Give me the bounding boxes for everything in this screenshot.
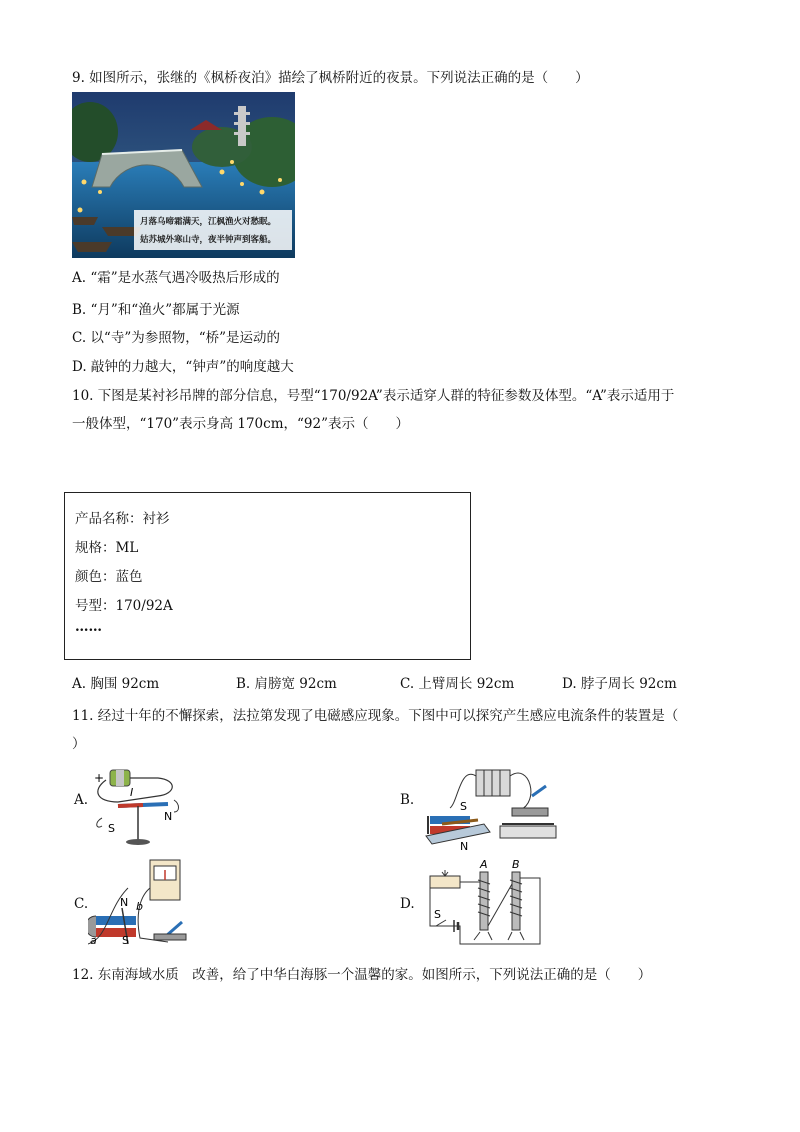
q10-stem-line2: 一般体型，“170”表示身高 170cm，“92”表示（ ） [72,416,409,432]
poem-line-1: 月落乌啼霜满天，江枫渔火对愁眠。 [140,217,277,227]
figure-c-label[interactable]: C. [74,896,89,912]
svg-text:N: N [120,896,129,909]
svg-text:+: + [94,771,105,785]
figure-b-label[interactable]: B. [400,792,415,808]
tag-color: 颜色：蓝色 [75,569,143,585]
svg-text:S: S [108,822,115,835]
svg-text:I: I [130,786,134,799]
fengqiao-night-illustration [72,92,295,258]
svg-text:a: a [90,934,97,947]
svg-text:S: S [434,908,441,921]
q10-option-c[interactable]: C. 上臂周长 92cm [400,676,515,692]
q9-option-d[interactable]: D. 敲钟的力越大，“钟声”的响度越大 [72,359,294,375]
rheostat-icon [500,826,556,838]
battery-box-icon [476,770,510,796]
q10-option-a[interactable]: A. 胸围 92cm [72,676,160,692]
q11-stem-line2: ） [72,736,86,752]
q12-stem: 12. 东南海域水质 改善，给了中华白海豚一个温馨的家。如图所示，下列说法正确的是（ ） [72,967,652,983]
nail-a-icon [478,872,490,930]
tag-ellipsis: …… [75,619,102,635]
figure-b-motor-experiment [420,762,560,852]
tag-size-type: 号型：170/92A [75,598,173,614]
tag-spec: 规格：ML [75,540,139,556]
tag-product-name: 产品名称：衬衫 [75,511,170,527]
horseshoe-magnet-icon [96,916,136,925]
svg-text:B: B [512,858,520,871]
q9-option-c[interactable]: C. 以“寺”为参照物，“桥”是运动的 [72,330,281,346]
q10-option-d[interactable]: D. 脖子周长 92cm [562,676,677,692]
svg-text:N: N [164,810,173,823]
q10-option-b[interactable]: B. 肩膀宽 92cm [236,676,337,692]
svg-text:S: S [122,934,129,947]
figure-d-electromagnet-experiment [420,856,550,948]
figure-c-induction-experiment [88,858,208,948]
svg-text:b: b [136,900,143,913]
q9-stem: 9. 如图所示，张继的《枫桥夜泊》描绘了枫桥附近的夜景。下列说法正确的是（ ） [72,70,589,86]
nail-b-icon [510,872,522,930]
svg-text:N: N [460,840,469,852]
figure-a-label[interactable]: A. [74,792,89,808]
figure-d-label[interactable]: D. [400,896,415,912]
svg-text:S: S [460,800,467,813]
q10-stem-line1: 10. 下图是某衬衫吊牌的部分信息，号型“170/92A”表示适穿人群的特征参数及体型。“A”表示适用于 [72,388,675,404]
shirt-tag-box [64,492,471,660]
figure-a-oersted-experiment [88,760,188,852]
svg-text:A: A [480,858,488,871]
q9-option-b[interactable]: B. “月”和“渔火”都属于光源 [72,302,240,318]
q9-option-a[interactable]: A. “霜”是水蒸气遇冷吸热后形成的 [72,270,280,286]
q11-stem-line1: 11. 经过十年的不懈探索，法拉第发现了电磁感应现象。下图中可以探究产生感应电流条件的装置是（ [72,708,679,724]
switch-icon [532,786,546,796]
rheostat-icon [430,876,460,888]
poem-line-2: 姑苏城外寒山寺，夜半钟声到客船。 [140,235,277,245]
